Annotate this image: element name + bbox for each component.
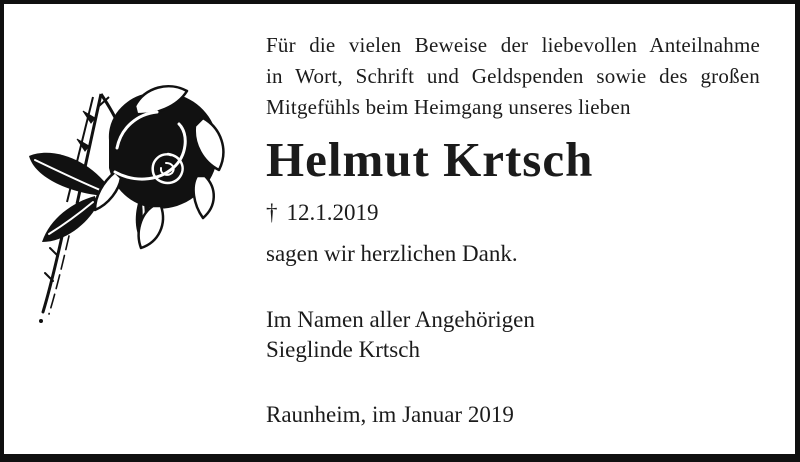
rose-icon (5, 84, 230, 329)
thanks-line: sagen wir herzlichen Dank. (266, 241, 518, 266)
intro-line-2: in Wort, Schrift und Geldspenden sowie des großen (266, 64, 760, 88)
intro-line-1: Für die vielen Beweise der liebevollen Anteilnahme (266, 33, 760, 57)
death-date: 12.1.2019 (286, 200, 379, 225)
dagger-cross-icon: † (266, 200, 278, 225)
signature-line-1: Im Namen aller Angehörigen (266, 307, 535, 332)
intro-line-3: Mitgefühls beim Heimgang unseres lieben (266, 95, 631, 119)
deceased-name: Helmut Krtsch (266, 132, 594, 187)
intro-paragraph (266, 30, 760, 123)
signature-block (266, 305, 535, 365)
death-date-line (266, 198, 379, 228)
place-date-line: Raunheim, im Januar 2019 (266, 402, 514, 427)
signature-line-2: Sieglinde Krtsch (266, 337, 420, 362)
